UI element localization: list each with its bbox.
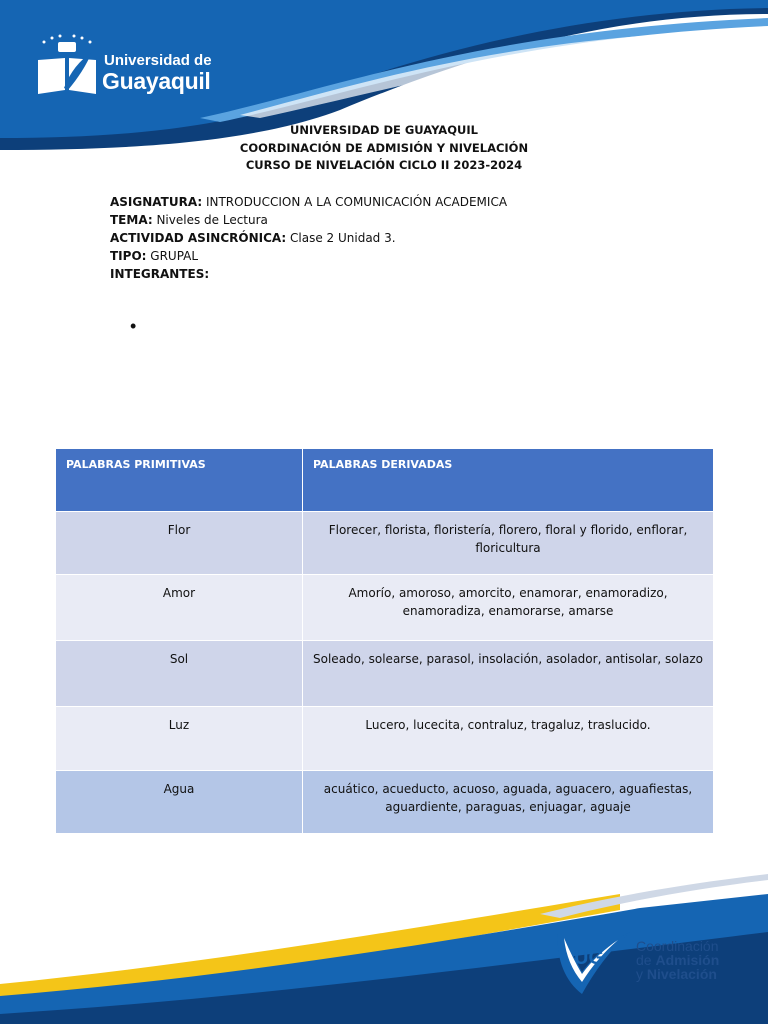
cell-primitive: Flor: [56, 512, 303, 575]
assignment-info: [110, 193, 507, 283]
university-logo: [34, 32, 224, 102]
info-tema: TEMA: Niveles de Lectura: [110, 213, 268, 227]
header-primitive: PALABRAS PRIMITIVAS: [56, 449, 303, 512]
info-tipo: TIPO: GRUPAL: [110, 249, 199, 263]
cell-derived: Soleado, solearse, parasol, insolación, asolador, antisolar, solazo: [303, 641, 714, 707]
table-header-row: [56, 449, 714, 512]
logo-text-line1: Universidad de: [104, 52, 212, 69]
cell-derived: Lucero, lucecita, contraluz, tragaluz, traslucido.: [303, 707, 714, 771]
info-actividad: ACTIVIDAD ASINCRÓNICA: Clase 2 Unidad 3.: [110, 231, 396, 245]
cell-derived: acuático, acueducto, acuoso, aguada, aguacero, aguafiestas, aguardiente, paraguas, enjuagar, aguaje: [303, 771, 714, 834]
table-row: [56, 707, 714, 771]
title-course: CURSO DE NIVELACIÓN CICLO II 2023-2024: [245, 158, 523, 172]
logo-text-line2: Guayaquil: [102, 68, 211, 94]
book-quill-icon: [34, 32, 100, 98]
coordination-line3: y Nivelación: [636, 966, 717, 982]
table-row: [56, 771, 714, 834]
empty-bullet: •: [130, 316, 137, 336]
info-asignatura: ASIGNATURA: INTRODUCCION A LA COMUNICACIÓN ACADEMICA: [110, 195, 508, 209]
title-coordination: COORDINACIÓN DE ADMISIÓN Y NIVELACIÓN: [239, 140, 529, 155]
ug-checkmark-icon: [552, 920, 632, 1000]
coordination-line1: Coordinación: [636, 938, 719, 954]
document-titles: [0, 122, 768, 175]
cell-derived: Amorío, amoroso, amorcito, enamorar, enamoradizo, enamoradiza, enamorarse, amarse: [303, 575, 714, 641]
coordination-logo: [552, 920, 752, 1000]
ug-monogram: UG: [574, 947, 604, 969]
info-integrantes: INTEGRANTES:: [110, 267, 210, 281]
coordination-line2: de Admisión: [636, 952, 720, 968]
cell-derived: Florecer, florista, floristería, florero, floral y florido, enflorar, floricultura: [303, 512, 714, 575]
cell-primitive: Luz: [56, 707, 303, 771]
table-row: [56, 575, 714, 641]
table-row: [56, 512, 714, 575]
cell-primitive: Amor: [56, 575, 303, 641]
cell-primitive: Sol: [56, 641, 303, 707]
title-university: UNIVERSIDAD DE GUAYAQUIL: [290, 123, 478, 137]
table-row: [56, 641, 714, 707]
cell-primitive: Agua: [56, 771, 303, 834]
words-table: [55, 448, 714, 834]
header-derived: PALABRAS DERIVADAS: [303, 449, 714, 512]
